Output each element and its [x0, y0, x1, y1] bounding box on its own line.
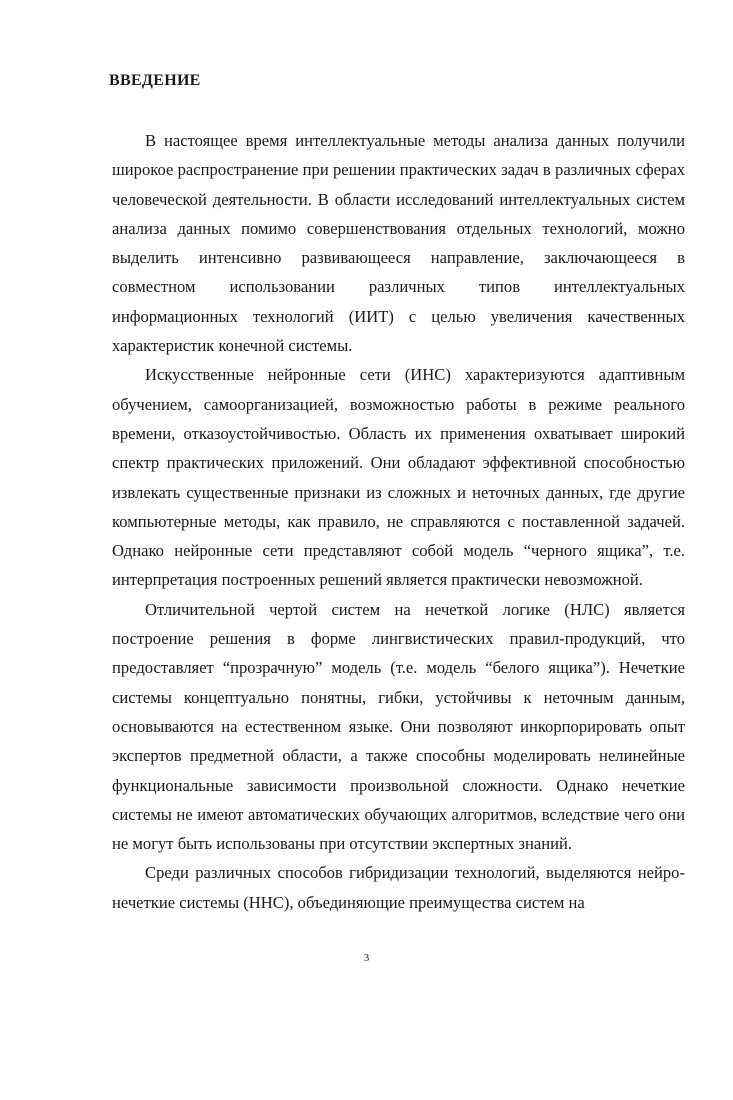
body-text — [112, 126, 685, 917]
paragraph-neuro-fuzzy: Среди различных способов гибридизации технологий, выделяются нейро-нечеткие системы (ННС), объединяющие преимущества систем на — [112, 863, 685, 912]
paragraph-intro: В настоящее время интеллектуальные методы анализа данных получили широкое распространение при решении практических задач в различных сферах человеческой деятельности. В области исследований интеллектуальных систем анализа данных помимо совершенствования отдельных технологий, можно выделить интенсивно развивающееся направление, заключающееся в совместном использовании различных типов интеллектуальных информационных технологий (ИИТ) с целью увеличения качественных характеристик конечной системы. — [112, 131, 685, 356]
paragraph-neural-networks: Искусственные нейронные сети (ИНС) характеризуются адаптивным обучением, самоорганизацией, возможностью работы в режиме реального времени, отказоустойчивостью. Область их применения охватывает широкий спектр практических приложений. Они обладают эффективной способностью извлекать существенные признаки из сложных и неточных данных, где другие компьютерные методы, как правило, не справляются с поставленной задачей. Однако нейронные сети представляют собой модель “черного ящика”, т.е. интерпретация построенных решений является практически невозможной. — [112, 365, 685, 590]
page-number: 3 — [363, 952, 370, 964]
section-heading: ВВЕДЕНИЕ — [109, 72, 201, 89]
paragraph-fuzzy-logic: Отличительной чертой систем на нечеткой логике (НЛС) является построение решения в форме лингвистических правил-продукций, что предоставляет “прозрачную” модель (т.е. модель “белого ящика”). Нечеткие системы концептуально понятны, гибки, устойчивы к неточным данным, основываются на естественном языке. Они позволяют инкорпорировать опыт экспертов предметной области, а также способны моделировать нелинейные функциональные зависимости произвольной сложности. Однако нечеткие системы не имеют автоматических обучающих алгоритмов, вследствие чего они не могут быть использованы при отсутствии экспертных знаний. — [112, 599, 685, 854]
